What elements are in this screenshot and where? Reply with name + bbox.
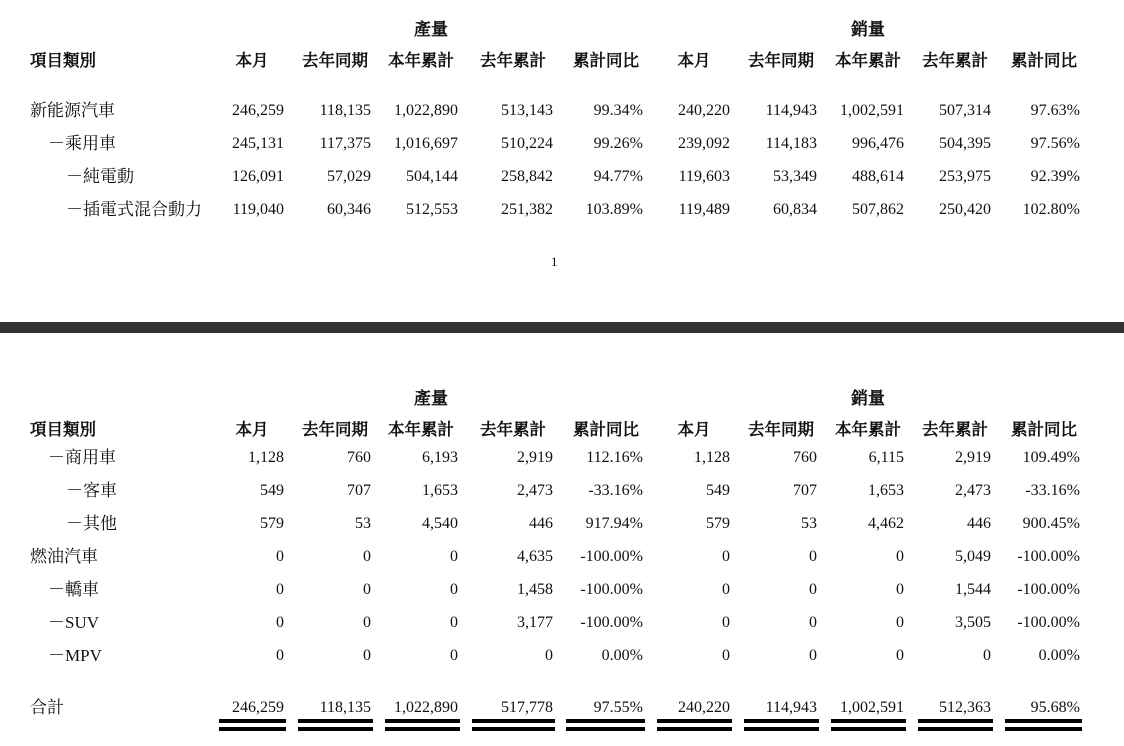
- table-cell: 0: [722, 581, 730, 598]
- table-cell: 996,476: [852, 135, 904, 152]
- double-underline: [219, 727, 286, 731]
- table-cell: 102.80%: [1022, 201, 1080, 218]
- table-cell: 250,420: [939, 201, 991, 218]
- table-cell: 579: [706, 515, 730, 532]
- table-cell: 0: [450, 548, 458, 565]
- double-underline: [385, 727, 460, 731]
- table-cell: 0: [809, 548, 817, 565]
- double-underline: [918, 719, 993, 723]
- column-header: 本月: [677, 420, 711, 439]
- total-cell: 1,002,591: [840, 699, 904, 716]
- double-underline: [1005, 727, 1082, 731]
- table-cell: 549: [706, 482, 730, 499]
- double-underline: [1005, 719, 1082, 723]
- table-cell: 103.89%: [585, 201, 643, 218]
- table-cell: 512,553: [406, 201, 458, 218]
- column-header: 本月: [235, 420, 269, 439]
- double-underline: [298, 727, 373, 731]
- total-cell: 517,778: [501, 699, 553, 716]
- table-cell: 504,144: [406, 168, 458, 185]
- table-cell: -33.16%: [588, 482, 643, 499]
- column-header: 去年同期: [748, 420, 814, 439]
- table-cell: 246,259: [232, 102, 284, 119]
- table-cell: 118,135: [319, 102, 371, 119]
- table-cell: 92.39%: [1030, 168, 1080, 185]
- table-cell: 0: [276, 647, 284, 664]
- table-cell: 60,346: [327, 201, 371, 218]
- table-cell: -100.00%: [580, 548, 643, 565]
- table-cell: 6,115: [868, 449, 904, 466]
- table-cell: 1,458: [517, 581, 553, 598]
- column-header: 累計同比: [1011, 420, 1077, 439]
- table-cell: -100.00%: [1017, 581, 1080, 598]
- table-cell: 0: [896, 581, 904, 598]
- row-label: －插電式混合動力: [66, 200, 202, 219]
- double-underline: [744, 727, 819, 731]
- table-cell: 760: [793, 449, 817, 466]
- table-cell: 510,224: [501, 135, 553, 152]
- row-label: －客車: [66, 481, 117, 500]
- table-cell: 0.00%: [601, 647, 643, 664]
- table-cell: 579: [260, 515, 284, 532]
- column-header: 累計同比: [1011, 51, 1077, 70]
- column-header: 本月: [235, 51, 269, 70]
- table-cell: 1,653: [868, 482, 904, 499]
- table-cell: 114,943: [765, 102, 817, 119]
- table-cell: 0: [896, 614, 904, 631]
- production-group-header: 產量: [414, 20, 448, 39]
- table-cell: 251,382: [501, 201, 553, 218]
- table-cell: 97.56%: [1030, 135, 1080, 152]
- table-cell: 0: [450, 647, 458, 664]
- table-cell: -100.00%: [1017, 548, 1080, 565]
- table-cell: -100.00%: [580, 581, 643, 598]
- double-underline: [385, 719, 460, 723]
- double-underline: [566, 727, 645, 731]
- sales-group-header: 銷量: [851, 389, 885, 408]
- double-underline: [298, 719, 373, 723]
- total-cell: 1,022,890: [394, 699, 458, 716]
- double-underline: [472, 727, 555, 731]
- table-cell: 119,603: [678, 168, 730, 185]
- table-cell: 1,016,697: [394, 135, 458, 152]
- table-cell: 5,049: [955, 548, 991, 565]
- table-cell: -33.16%: [1025, 482, 1080, 499]
- table-cell: 258,842: [501, 168, 553, 185]
- table-cell: 2,919: [517, 449, 553, 466]
- table-cell: 53: [355, 515, 371, 532]
- table-cell: 4,462: [868, 515, 904, 532]
- table-cell: 0: [722, 614, 730, 631]
- column-header: 去年累計: [480, 51, 546, 70]
- row-label: －乘用車: [48, 134, 116, 153]
- column-header: 去年同期: [302, 51, 368, 70]
- table-cell: 504,395: [939, 135, 991, 152]
- page-number: 1: [551, 254, 558, 269]
- table-cell: 112.16%: [586, 449, 643, 466]
- table-cell: 0: [363, 581, 371, 598]
- row-label: －純電動: [66, 167, 134, 186]
- document-page-2: [0, 333, 1124, 746]
- table-cell: 507,862: [852, 201, 904, 218]
- table-cell: 0: [896, 548, 904, 565]
- column-header: 去年同期: [302, 420, 368, 439]
- column-header: 累計同比: [573, 51, 639, 70]
- table-cell: 1,022,890: [394, 102, 458, 119]
- table-cell: 117,375: [319, 135, 371, 152]
- double-underline: [831, 727, 906, 731]
- table-cell: 1,128: [694, 449, 730, 466]
- table-cell: 2,919: [955, 449, 991, 466]
- table-cell: 707: [347, 482, 371, 499]
- table-cell: 760: [347, 449, 371, 466]
- table-cell: 446: [967, 515, 991, 532]
- column-header: 本年累計: [835, 51, 901, 70]
- table-cell: 0: [363, 548, 371, 565]
- table-cell: 0: [545, 647, 553, 664]
- table-cell: 253,975: [939, 168, 991, 185]
- table-cell: 119,040: [232, 201, 284, 218]
- table-cell: 0: [809, 581, 817, 598]
- sales-group-header: 銷量: [851, 20, 885, 39]
- table-cell: 549: [260, 482, 284, 499]
- table-cell: 1,002,591: [840, 102, 904, 119]
- table-cell: 0: [896, 647, 904, 664]
- total-cell: 114,943: [765, 699, 817, 716]
- double-underline: [472, 719, 555, 723]
- table-cell: 0: [450, 581, 458, 598]
- double-underline: [831, 719, 906, 723]
- table-cell: 119,489: [678, 201, 730, 218]
- table-cell: 1,128: [248, 449, 284, 466]
- column-header: 去年累計: [480, 420, 546, 439]
- total-cell: 240,220: [678, 699, 730, 716]
- table-cell: 488,614: [852, 168, 904, 185]
- table-cell: 6,193: [422, 449, 458, 466]
- table-cell: 4,540: [422, 515, 458, 532]
- table-cell: 0: [363, 614, 371, 631]
- table-cell: 109.49%: [1022, 449, 1080, 466]
- table-cell: 3,505: [955, 614, 991, 631]
- table-cell: -100.00%: [580, 614, 643, 631]
- row-label: 燃油汽車: [30, 547, 98, 566]
- table-cell: 53,349: [773, 168, 817, 185]
- double-underline: [744, 719, 819, 723]
- row-label: －其他: [66, 514, 117, 533]
- table-cell: 1,653: [422, 482, 458, 499]
- page-separator: [0, 322, 1124, 333]
- table-cell: 0: [983, 647, 991, 664]
- table-cell: 240,220: [678, 102, 730, 119]
- table-cell: 0.00%: [1038, 647, 1080, 664]
- table-cell: 239,092: [678, 135, 730, 152]
- table-cell: 507,314: [939, 102, 991, 119]
- total-cell: 246,259: [232, 699, 284, 716]
- table-cell: 0: [276, 548, 284, 565]
- double-underline: [918, 727, 993, 731]
- table-cell: 99.34%: [593, 102, 643, 119]
- table-cell: 900.45%: [1022, 515, 1080, 532]
- table-cell: 0: [276, 581, 284, 598]
- category-header: 項目類別: [30, 51, 96, 70]
- double-underline: [219, 719, 286, 723]
- table-cell: 1,544: [955, 581, 991, 598]
- row-label: －SUV: [48, 613, 100, 632]
- total-cell: 512,363: [939, 699, 991, 716]
- table-cell: 0: [809, 614, 817, 631]
- table-cell: 4,635: [517, 548, 553, 565]
- table-cell: 0: [450, 614, 458, 631]
- column-header: 本年累計: [835, 420, 901, 439]
- table-cell: 245,131: [232, 135, 284, 152]
- column-header: 去年累計: [922, 420, 988, 439]
- total-cell: 118,135: [319, 699, 371, 716]
- column-header: 本月: [677, 51, 711, 70]
- double-underline: [657, 727, 732, 731]
- row-label: －商用車: [48, 448, 116, 467]
- column-header: 累計同比: [573, 420, 639, 439]
- table-cell: 97.63%: [1030, 102, 1080, 119]
- table-cell: 0: [722, 548, 730, 565]
- table-cell: 513,143: [501, 102, 553, 119]
- production-group-header: 產量: [414, 389, 448, 408]
- total-cell: 95.68%: [1030, 699, 1080, 716]
- table-cell: 114,183: [765, 135, 817, 152]
- row-label: －MPV: [48, 646, 102, 665]
- row-label: －轎車: [48, 580, 99, 599]
- double-underline: [657, 719, 732, 723]
- table-cell: 3,177: [517, 614, 553, 631]
- table-cell: 0: [809, 647, 817, 664]
- table-cell: 707: [793, 482, 817, 499]
- table-cell: 53: [801, 515, 817, 532]
- table-cell: 2,473: [955, 482, 991, 499]
- table-cell: 917.94%: [585, 515, 643, 532]
- column-header: 去年累計: [922, 51, 988, 70]
- table-cell: 0: [276, 614, 284, 631]
- category-header: 項目類別: [30, 420, 96, 439]
- table-cell: 0: [363, 647, 371, 664]
- table-cell: 126,091: [232, 168, 284, 185]
- table-cell: 94.77%: [593, 168, 643, 185]
- document-page-1: [0, 0, 1124, 322]
- row-label: 新能源汽車: [30, 101, 115, 120]
- table-cell: 446: [529, 515, 553, 532]
- table-cell: -100.00%: [1017, 614, 1080, 631]
- table-cell: 2,473: [517, 482, 553, 499]
- total-label: 合計: [30, 698, 64, 717]
- table-cell: 99.26%: [593, 135, 643, 152]
- column-header: 本年累計: [388, 51, 454, 70]
- column-header: 本年累計: [388, 420, 454, 439]
- table-cell: 57,029: [327, 168, 371, 185]
- table-cell: 0: [722, 647, 730, 664]
- double-underline: [566, 719, 645, 723]
- total-cell: 97.55%: [593, 699, 643, 716]
- table-cell: 60,834: [773, 201, 817, 218]
- column-header: 去年同期: [748, 51, 814, 70]
